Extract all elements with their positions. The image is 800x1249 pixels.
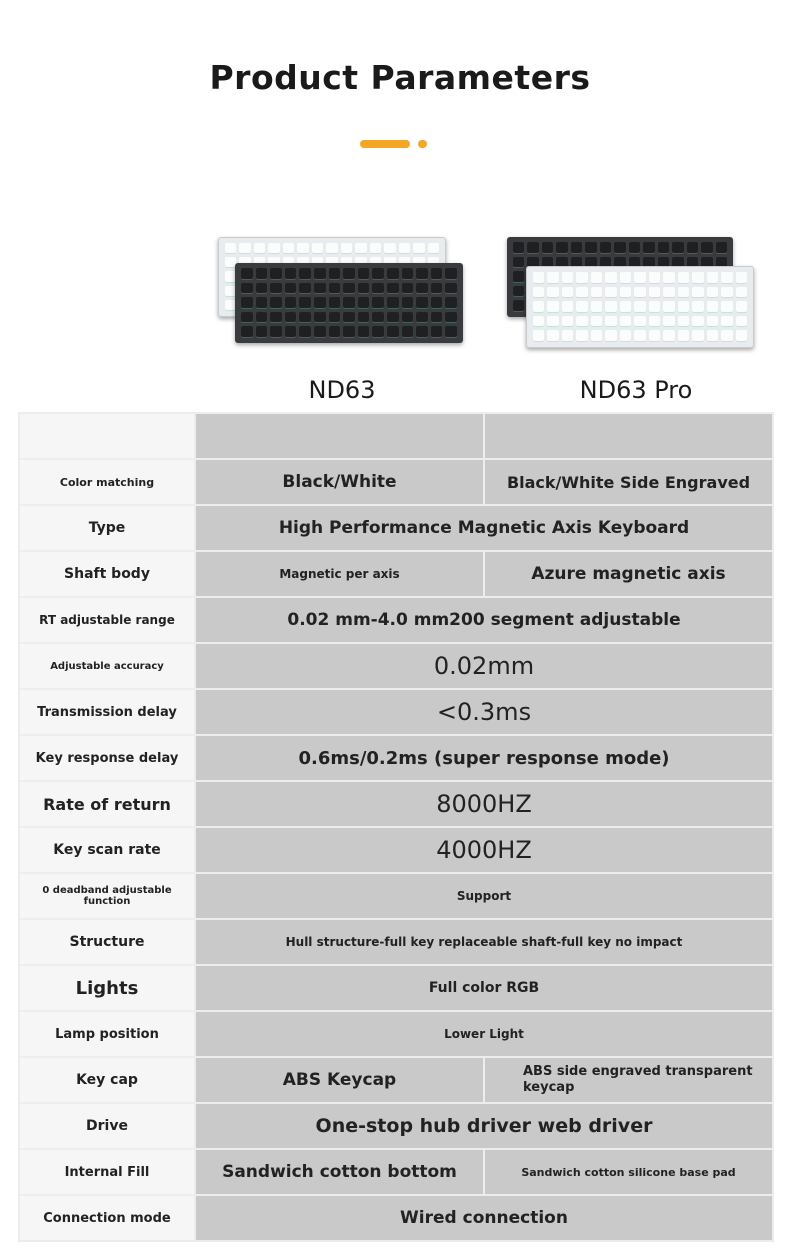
keycap [533, 272, 544, 284]
accent-dot [418, 140, 427, 148]
keycap [542, 242, 553, 254]
keycap [387, 268, 399, 280]
row-label: Adjustable accuracy [19, 643, 195, 689]
keycap [658, 242, 669, 254]
keycap [402, 268, 414, 280]
keycap [678, 287, 689, 299]
keycap [431, 297, 443, 309]
row-value: Hull structure-full key replaceable shaft-full key no impact [195, 919, 773, 965]
keycap [358, 312, 370, 324]
keycap [285, 297, 297, 309]
accent-bar [360, 140, 410, 148]
keycap [634, 316, 645, 328]
row-label: Color matching [19, 459, 195, 505]
keycap [585, 242, 596, 254]
keycap [326, 243, 337, 254]
keycap [256, 297, 268, 309]
row-value: Azure magnetic axis [484, 551, 773, 597]
keycap [605, 330, 616, 342]
keycap [721, 330, 732, 342]
row-value: 8000HZ [195, 781, 773, 827]
row-label: Lamp position [19, 1011, 195, 1057]
keycap [329, 283, 341, 295]
keycap [241, 268, 253, 280]
table-row [19, 1195, 773, 1241]
keycap [562, 316, 573, 328]
table-row [19, 1103, 773, 1149]
keycap [643, 242, 654, 254]
keycap [314, 297, 326, 309]
keycap [533, 316, 544, 328]
keycap [663, 330, 674, 342]
keycap [343, 297, 355, 309]
keycap [387, 283, 399, 295]
row-label: Connection mode [19, 1195, 195, 1241]
keycap [663, 287, 674, 299]
keycap [721, 301, 732, 313]
keycap [576, 316, 587, 328]
keycap [445, 268, 457, 280]
keycap [533, 301, 544, 313]
table-row [19, 827, 773, 873]
keycap [256, 312, 268, 324]
nd63-black-keyboard-image [235, 263, 463, 343]
keycap [513, 257, 524, 269]
row-value: Sandwich cotton silicone base pad [484, 1149, 773, 1195]
row-value: ABS side engraved transparent keycap [484, 1057, 773, 1103]
keycap [225, 243, 236, 254]
keycap [431, 268, 443, 280]
keycap [605, 272, 616, 284]
keycap [329, 268, 341, 280]
keycap [299, 283, 311, 295]
keycap [416, 312, 428, 324]
keycap [358, 268, 370, 280]
keycap [629, 242, 640, 254]
keycap [620, 287, 631, 299]
row-value: Full color RGB [195, 965, 773, 1011]
keycap [707, 301, 718, 313]
keycap [649, 330, 660, 342]
keycap [299, 297, 311, 309]
keycap [663, 301, 674, 313]
keycap [620, 330, 631, 342]
keycap [256, 268, 268, 280]
row-label: Drive [19, 1103, 195, 1149]
table-row [19, 919, 773, 965]
keycap [649, 301, 660, 313]
keycap [343, 312, 355, 324]
keycap [314, 268, 326, 280]
keycap [270, 297, 282, 309]
row-value: 0.02 mm-4.0 mm200 segment adjustable [195, 597, 773, 643]
keycap [416, 326, 428, 338]
keycap [416, 283, 428, 295]
keycap [634, 272, 645, 284]
keycap [299, 312, 311, 324]
keycap [256, 283, 268, 295]
keycap [431, 326, 443, 338]
keycap [663, 316, 674, 328]
keycap [285, 283, 297, 295]
keycap [372, 283, 384, 295]
row-value: 0.02mm [195, 643, 773, 689]
keycap [562, 301, 573, 313]
keycap [329, 326, 341, 338]
row-value: Sandwich cotton bottom [195, 1149, 484, 1195]
keycap [736, 316, 747, 328]
row-label: Shaft body [19, 551, 195, 597]
header-empty-cell [19, 413, 195, 459]
keycap [355, 243, 366, 254]
keycap [678, 316, 689, 328]
keycap [402, 312, 414, 324]
keycap [270, 268, 282, 280]
keycap [370, 243, 381, 254]
nd63pro-white-keyboard-image [526, 266, 754, 348]
keycap [270, 312, 282, 324]
keycap [241, 326, 253, 338]
keycap [547, 330, 558, 342]
keycap [672, 242, 683, 254]
keycap [387, 312, 399, 324]
row-label: Transmission delay [19, 689, 195, 735]
table-row [19, 643, 773, 689]
keycap [358, 326, 370, 338]
keycap [372, 297, 384, 309]
table-row [19, 1057, 773, 1103]
product-name-nd63: ND63 [308, 376, 376, 404]
keycap [614, 242, 625, 254]
keycap [692, 301, 703, 313]
keycap [576, 330, 587, 342]
keycap [692, 316, 703, 328]
keycap [285, 312, 297, 324]
keycap [721, 272, 732, 284]
row-value: Wired connection [195, 1195, 773, 1241]
keycap [591, 330, 602, 342]
keycap [343, 268, 355, 280]
keycap [416, 297, 428, 309]
keycap [329, 312, 341, 324]
keycap [416, 268, 428, 280]
keycap [736, 287, 747, 299]
row-value: 4000HZ [195, 827, 773, 873]
keycap [314, 312, 326, 324]
keycap [649, 272, 660, 284]
keycap [241, 283, 253, 295]
keycap [413, 243, 424, 254]
keycap [314, 326, 326, 338]
keycap [241, 312, 253, 324]
keycap [399, 243, 410, 254]
keycap [513, 242, 524, 254]
keycap [678, 301, 689, 313]
keycap [387, 326, 399, 338]
keycap [663, 272, 674, 284]
keycap [384, 243, 395, 254]
keycap [513, 300, 524, 312]
row-value: Magnetic per axis [195, 551, 484, 597]
row-label: RT adjustable range [19, 597, 195, 643]
keycap [707, 330, 718, 342]
keycap [239, 243, 250, 254]
keycap [701, 242, 712, 254]
row-value: High Performance Magnetic Axis Keyboard [195, 505, 773, 551]
table-row [19, 1149, 773, 1195]
table-row [19, 505, 773, 551]
keycap [692, 330, 703, 342]
keycap [358, 283, 370, 295]
row-label: Structure [19, 919, 195, 965]
parameters-table [18, 412, 774, 1242]
page-title: Product Parameters [209, 58, 591, 97]
table-row [19, 597, 773, 643]
keycap [527, 242, 538, 254]
keycap [605, 287, 616, 299]
keycap [605, 301, 616, 313]
keycap [591, 301, 602, 313]
keycap [297, 243, 308, 254]
keycap [547, 316, 558, 328]
row-label: Rate of return [19, 781, 195, 827]
row-value: <0.3ms [195, 689, 773, 735]
keycap [299, 326, 311, 338]
keycap [562, 272, 573, 284]
keycap [445, 283, 457, 295]
keycap [605, 316, 616, 328]
row-value: 0.6ms/0.2ms (super response mode) [195, 735, 773, 781]
keycap [721, 316, 732, 328]
keycap [649, 316, 660, 328]
keycap [513, 286, 524, 298]
keycap [547, 272, 558, 284]
table-row [19, 551, 773, 597]
keycap [547, 287, 558, 299]
keycap [387, 297, 399, 309]
table-row [19, 781, 773, 827]
product-name-nd63-pro: ND63 Pro [579, 376, 693, 404]
table-row [19, 735, 773, 781]
keycap [533, 287, 544, 299]
keycap [736, 301, 747, 313]
header-cell-nd63 [195, 413, 484, 459]
row-value: Black/White [195, 459, 484, 505]
table-row [19, 689, 773, 735]
row-value: One-stop hub driver web driver [195, 1103, 773, 1149]
keycap [268, 243, 279, 254]
keycap [591, 287, 602, 299]
keycap [634, 301, 645, 313]
keycap [299, 268, 311, 280]
keycap [402, 297, 414, 309]
keycap [285, 268, 297, 280]
keycap [571, 242, 582, 254]
keycap [314, 283, 326, 295]
keycap [576, 301, 587, 313]
keycap [721, 287, 732, 299]
keycap [445, 312, 457, 324]
keycap [707, 316, 718, 328]
keycap [556, 242, 567, 254]
keycap [431, 312, 443, 324]
keycap [707, 287, 718, 299]
keycap [600, 242, 611, 254]
keycap [431, 283, 443, 295]
row-label: Lights [19, 965, 195, 1011]
keycap [241, 297, 253, 309]
keycap [285, 326, 297, 338]
keycap [256, 326, 268, 338]
keycap [620, 316, 631, 328]
keycap [620, 272, 631, 284]
header-cell-nd63-pro [484, 413, 773, 459]
keycap [649, 287, 660, 299]
keycap [402, 283, 414, 295]
row-label: Key cap [19, 1057, 195, 1103]
keycap [341, 243, 352, 254]
keycap [634, 330, 645, 342]
keycap [687, 242, 698, 254]
table-row [19, 459, 773, 505]
row-value: Black/White Side Engraved [484, 459, 773, 505]
keycap [562, 330, 573, 342]
keycap [547, 301, 558, 313]
keycap [445, 297, 457, 309]
keycap [329, 297, 341, 309]
row-label: Type [19, 505, 195, 551]
keycap [736, 272, 747, 284]
row-value: ABS Keycap [195, 1057, 484, 1103]
keycap [620, 301, 631, 313]
keycap [591, 272, 602, 284]
keycap [736, 330, 747, 342]
row-label: 0 deadband adjustable function [19, 873, 195, 919]
keycap [402, 326, 414, 338]
keycap [343, 326, 355, 338]
keycap [343, 283, 355, 295]
table-row [19, 965, 773, 1011]
row-label: Internal Fill [19, 1149, 195, 1195]
keycap [576, 272, 587, 284]
keycap [513, 271, 524, 283]
keycap [372, 326, 384, 338]
keycap [270, 326, 282, 338]
keycap [372, 268, 384, 280]
keycap [254, 243, 265, 254]
row-label: Key scan rate [19, 827, 195, 873]
table-row [19, 1011, 773, 1057]
keycap [283, 243, 294, 254]
keycap [591, 316, 602, 328]
keycap [692, 272, 703, 284]
keycap [270, 283, 282, 295]
keycap [428, 243, 439, 254]
keycap [634, 287, 645, 299]
keycap [358, 297, 370, 309]
table-row [19, 873, 773, 919]
keycap [533, 330, 544, 342]
keycap [716, 242, 727, 254]
keycap [707, 272, 718, 284]
row-value: Support [195, 873, 773, 919]
table-header-row [19, 413, 773, 459]
keycap [692, 287, 703, 299]
keycap [678, 272, 689, 284]
keycap [445, 326, 457, 338]
keycap [312, 243, 323, 254]
row-label: Key response delay [19, 735, 195, 781]
keycap [678, 330, 689, 342]
keycap [372, 312, 384, 324]
keycap [562, 287, 573, 299]
keycap [576, 287, 587, 299]
row-value: Lower Light [195, 1011, 773, 1057]
